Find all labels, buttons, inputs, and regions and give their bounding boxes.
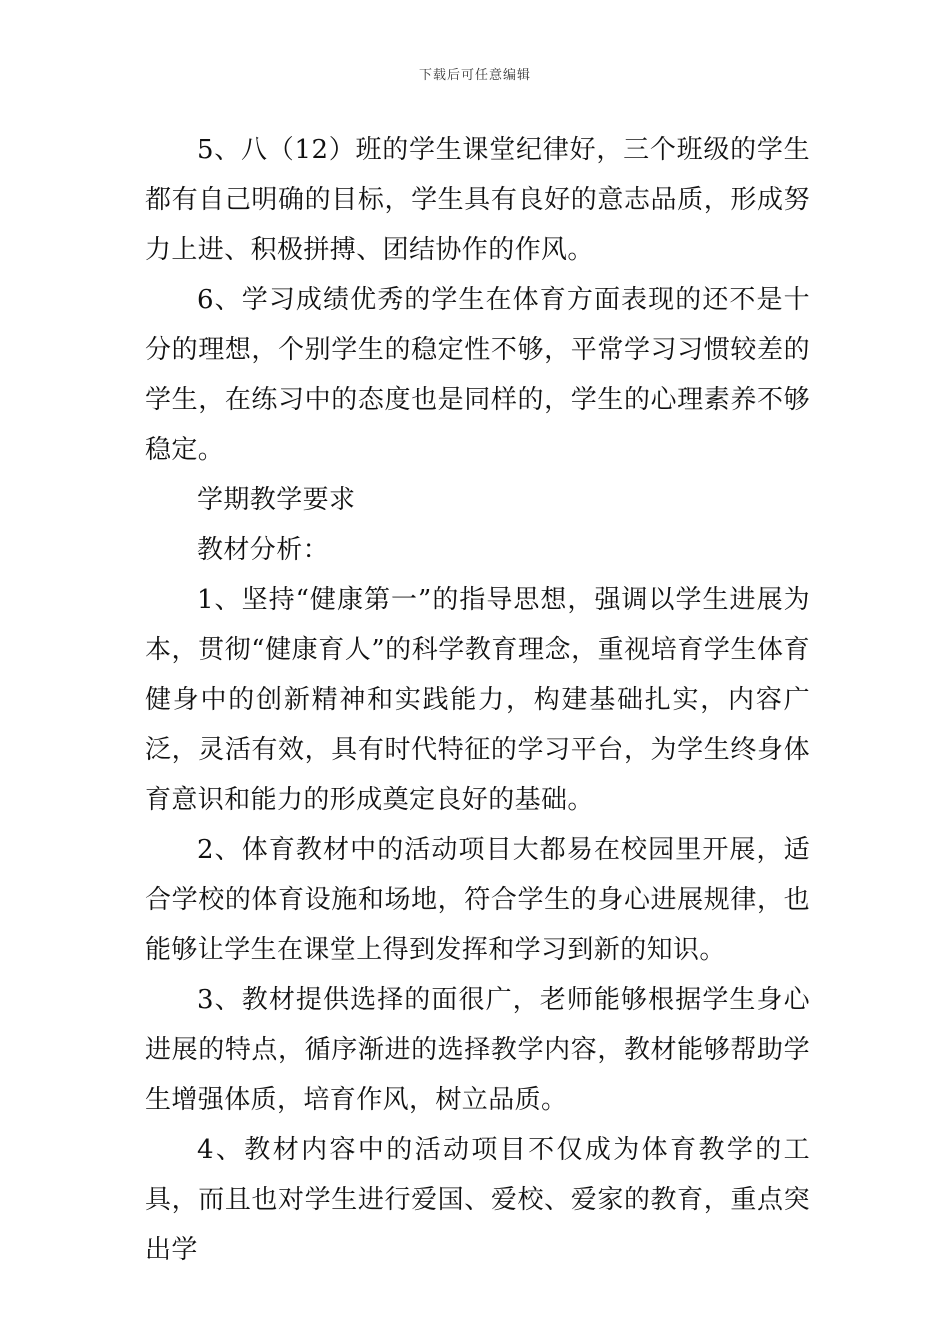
header-note: 下载后可任意编辑 xyxy=(418,68,531,83)
paragraph-item-3: 3、教材提供选择的面很广，老师能够根据学生身心进展的特点，循序渐进的选择教学内容，教材能够帮助学生增强体质，培育作风，树立品质。 xyxy=(145,985,810,1115)
paragraph-item-4: 4、教材内容中的活动项目不仅成为体育教学的工具，而且也对学生进行爱国、爱校、爱家的教育，重点突出学 xyxy=(145,1135,810,1265)
paragraph-item-6: 6、学习成绩优秀的学生在体育方面表现的还不是十分的理想，个别学生的稳定性不够，平常学习习惯较差的学生，在练习中的态度也是同样的，学生的心理素养不够稳定。 xyxy=(145,285,810,465)
document-body xyxy=(145,125,810,1275)
paragraph-item-2: 2、体育教材中的活动项目大都易在校园里开展，适合学校的体育设施和场地，符合学生的身心进展规律，也能够让学生在课堂上得到发挥和学习到新的知识。 xyxy=(145,835,810,965)
paragraph-item-5: 5、八（12）班的学生课堂纪律好，三个班级的学生都有自己明确的目标，学生具有良好的意志品质，形成努力上进、积极拼搏、团结协作的作风。 xyxy=(145,135,810,265)
section-heading-requirements: 学期教学要求 xyxy=(197,485,356,515)
paragraph-item-1: 1、坚持“健康第一”的指导思想，强调以学生进展为本，贯彻“健康育人”的科学教育理念，重视培育学生体育健身中的创新精神和实践能力，构建基础扎实，内容广泛，灵活有效，具有时代特征的学习平台，为学生终身体育意识和能力的形成奠定良好的基础。 xyxy=(145,585,810,815)
section-heading-analysis: 教材分析： xyxy=(197,535,330,565)
